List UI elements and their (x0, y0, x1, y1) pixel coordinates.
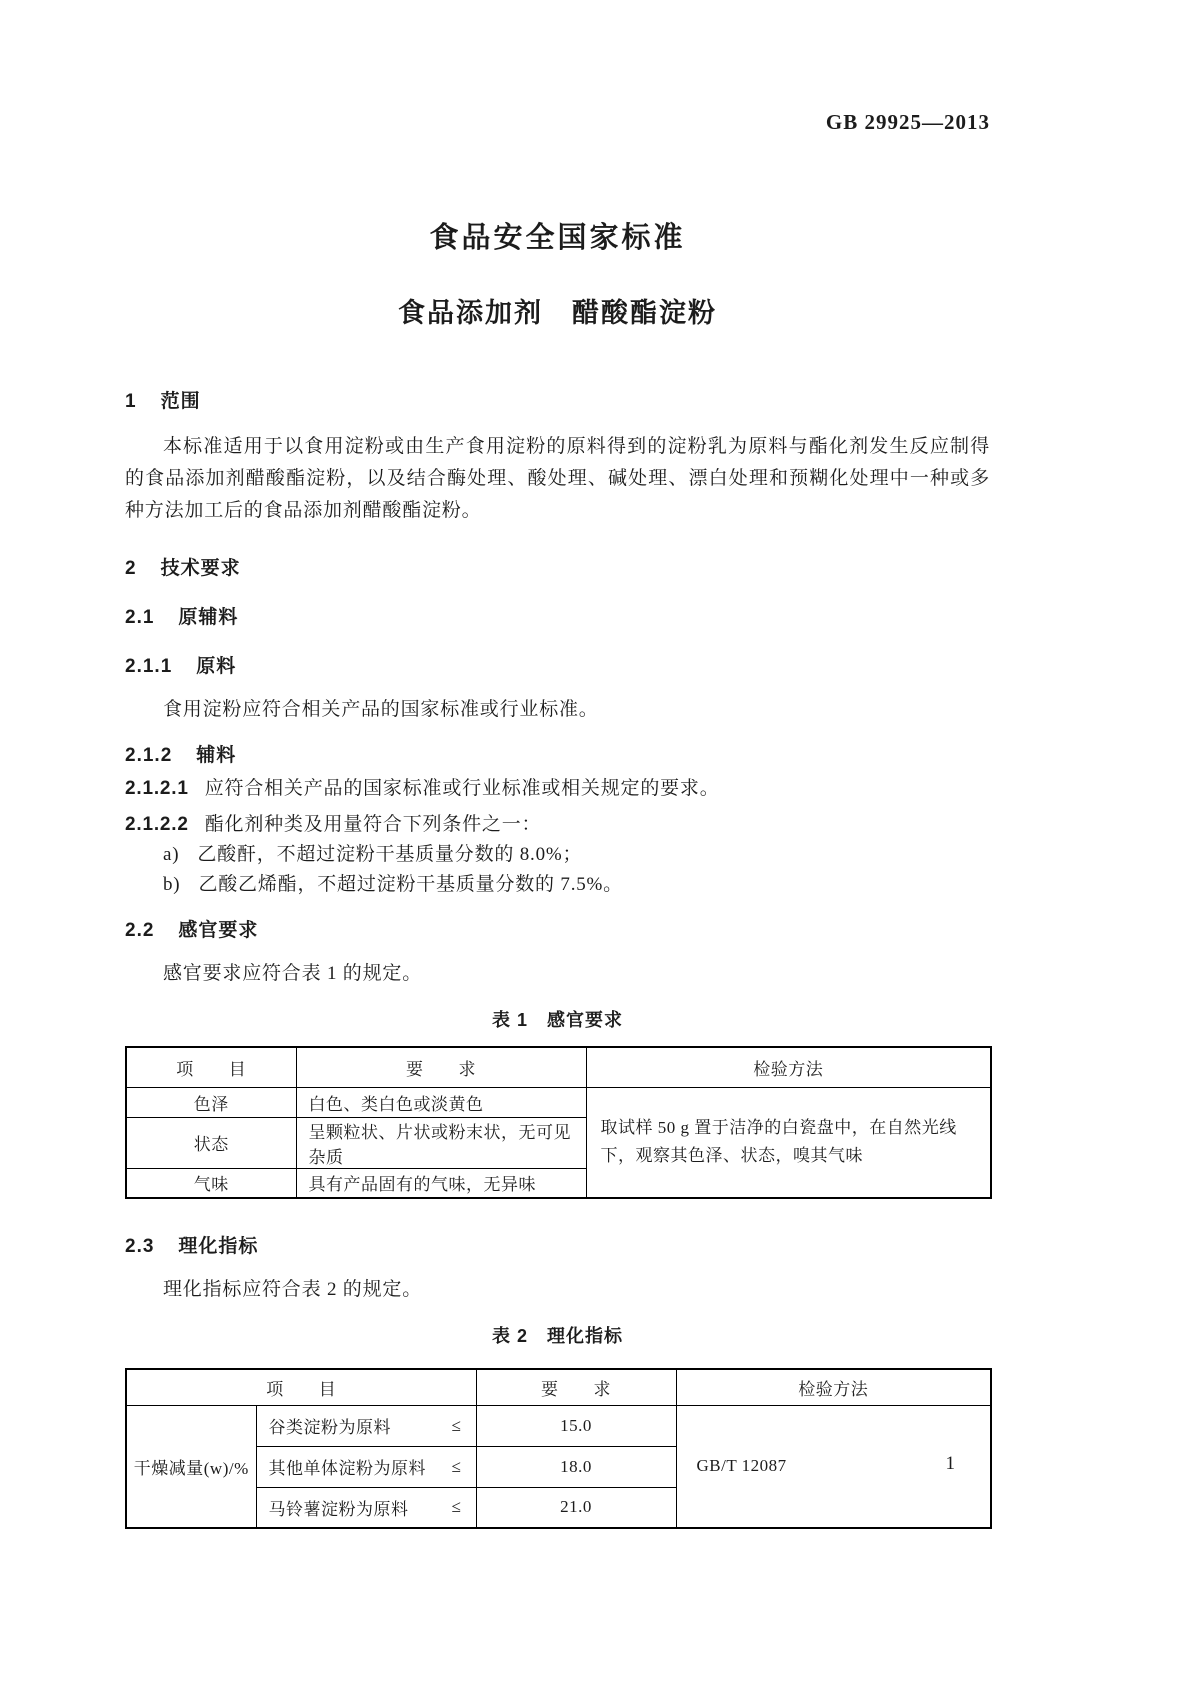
sensory-requirements-paragraph: 感官要求应符合表 1 的规定。 (163, 963, 423, 984)
table1-item-odor: 气味 (126, 1168, 296, 1198)
table1-header-row (126, 1047, 991, 1087)
heading-number: 2.1.1 (125, 656, 173, 677)
material-label: 谷类淀粉为原料 (268, 1418, 391, 1437)
table2-header-method: 检验方法 (676, 1369, 991, 1405)
table1-requirement-color: 白色、类白色或淡黄色 (296, 1087, 586, 1117)
heading-raw-auxiliary-materials (125, 602, 990, 629)
table2-row-group-label: 干燥减量(w)/% (126, 1405, 256, 1528)
heading-technical-requirements (125, 553, 990, 580)
table2-header-row (126, 1369, 991, 1405)
table-row (126, 1087, 991, 1117)
table1-header-method: 检验方法 (586, 1047, 991, 1087)
heading-label: 范围 (160, 391, 201, 412)
heading-sensory-requirements (125, 915, 990, 942)
table2-method-cell: GB/T 12087 (676, 1405, 991, 1528)
table1-requirement-state: 呈颗粒状、片状或粉末状，无可见杂质 (296, 1117, 586, 1168)
table1-item-state: 状态 (126, 1117, 296, 1168)
table1-requirement-odor: 具有产品固有的气味，无异味 (296, 1168, 586, 1198)
clause-2-1-2-1 (125, 775, 990, 803)
heading-label: 技术要求 (160, 558, 241, 579)
clause-number: 2.1.2.2 (125, 814, 189, 835)
less-equal-symbol: ≤ (451, 1415, 462, 1435)
heading-number: 1 (125, 391, 137, 412)
table2-value-other: 18.0 (476, 1446, 676, 1487)
table1-header-requirement: 要 求 (296, 1047, 586, 1087)
page-number: 1 (945, 1453, 955, 1474)
table-row (126, 1405, 991, 1446)
scope-paragraph: 本标准适用于以食用淀粉或由生产食用淀粉的原料得到的淀粉乳为原料与酯化剂发生反应制得的食品添加剂醋酸酯淀粉，以及结合酶处理、酸处理、碱处理、漂白处理和预糊化处理中一种或多种方法加工后的食品添加剂醋酸酯淀粉。 (125, 436, 990, 521)
heading-label: 感官要求 (178, 920, 259, 941)
clause-text: 酯化剂种类及用量符合下列条件之一： (204, 814, 542, 835)
less-equal-symbol: ≤ (451, 1497, 462, 1517)
heading-auxiliary-materials (125, 740, 990, 767)
table1-caption: 表 1 感官要求 (491, 1010, 623, 1030)
list-text: 乙酸酐，不超过淀粉干基质量分数的 8.0%； (197, 844, 583, 865)
heading-raw-materials (125, 651, 990, 678)
heading-number: 2 (125, 558, 137, 579)
heading-label: 原辅料 (178, 607, 239, 628)
table1-item-color: 色泽 (126, 1087, 296, 1117)
list-item-a (163, 841, 990, 869)
table1-header-item: 项 目 (126, 1047, 296, 1087)
table1-method-cell: 取试样 50 g 置于洁净的白瓷盘中，在自然光线下，观察其色泽、状态，嗅其气味 (586, 1087, 991, 1198)
less-equal-symbol: ≤ (451, 1456, 462, 1476)
heading-number: 2.2 (125, 920, 155, 941)
table2-material-potato (256, 1487, 476, 1528)
list-text: 乙酸乙烯酯，不超过淀粉干基质量分数的 7.5%。 (198, 874, 623, 895)
table2-header-requirement: 要 求 (476, 1369, 676, 1405)
table2-value-potato: 21.0 (476, 1487, 676, 1528)
table-physicochemical-indicators (125, 1368, 992, 1529)
list-marker: b) (163, 874, 181, 895)
table2-material-cereal (256, 1405, 476, 1446)
clause-number: 2.1.2.1 (125, 778, 189, 799)
page-content (125, 0, 990, 1529)
standard-number: GB 29925—2013 (825, 110, 990, 134)
heading-label: 辅料 (196, 745, 237, 766)
heading-scope (125, 386, 990, 413)
list-marker: a) (163, 844, 180, 865)
heading-number: 2.3 (125, 1236, 155, 1257)
table-sensory-requirements (125, 1046, 992, 1199)
document-title-sub: 食品添加剂 醋酸酯淀粉 (398, 298, 717, 328)
material-label: 其他单体淀粉为原料 (268, 1459, 426, 1478)
table2-header-item: 项 目 (126, 1369, 476, 1405)
heading-number: 2.1 (125, 607, 155, 628)
document-title-main: 食品安全国家标准 (429, 222, 686, 254)
clause-2-1-2-2 (125, 811, 990, 839)
clause-text: 应符合相关产品的国家标准或行业标准或相关规定的要求。 (204, 778, 720, 799)
table2-value-cereal: 15.0 (476, 1405, 676, 1446)
heading-physicochemical-indicators (125, 1231, 990, 1258)
material-label: 马铃薯淀粉为原料 (268, 1499, 409, 1519)
heading-label: 原料 (196, 656, 237, 677)
table2-material-other (256, 1446, 476, 1487)
table2-caption: 表 2 理化指标 (491, 1326, 623, 1346)
physicochemical-paragraph: 理化指标应符合表 2 的规定。 (163, 1279, 423, 1300)
raw-materials-paragraph: 食用淀粉应符合相关产品的国家标准或行业标准。 (163, 699, 599, 720)
heading-number: 2.1.2 (125, 745, 173, 766)
heading-label: 理化指标 (178, 1236, 259, 1257)
list-item-b (163, 871, 990, 899)
